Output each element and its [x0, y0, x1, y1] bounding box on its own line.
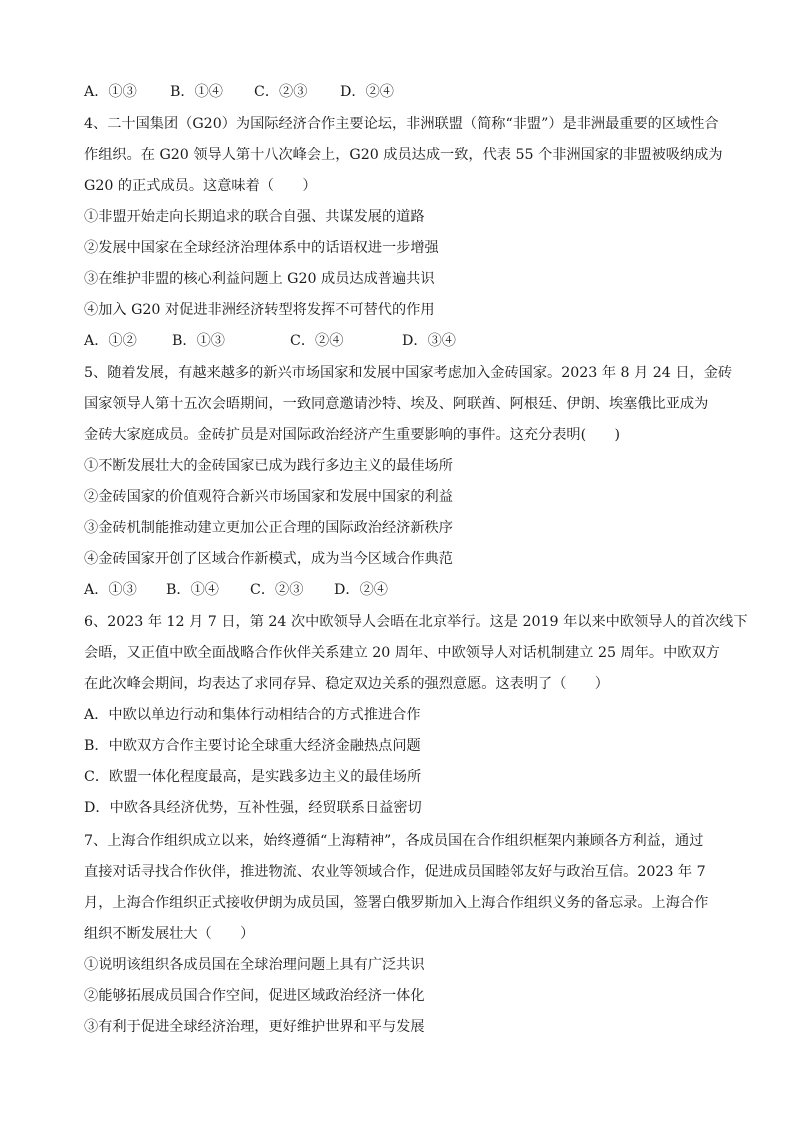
q7-statement-1: ①说明该组织各成员国在全球治理问题上具有广泛共识 — [84, 957, 425, 973]
q6-stem-line-2: 会晤，又正值中欧全面战略合作伙伴关系建立 20 周年、中欧领导人对话机制建立 25 周年。中欧双方 — [84, 645, 720, 661]
q5-stem-line-3: 金砖大家庭成员。金砖扩员是对国际政治经济产生重要影响的事件。这充分表明( ) — [84, 427, 621, 443]
q4-statement-4: ④加入 G20 对促进非洲经济转型将发挥不可替代的作用 — [84, 302, 435, 318]
q6-choice-c[interactable]: C．欧盟一体化程度最高，是实践多边主义的最佳场所 — [84, 769, 422, 785]
q7-statement-3: ③有利于促进全球经济治理，更好维护世界和平与发展 — [84, 1019, 425, 1035]
q6-choice-d[interactable]: D．中欧各具经济优势，互补性强，经贸联系日益密切 — [84, 800, 422, 816]
q3-option-b[interactable]: B．①④ — [170, 84, 223, 100]
q7-stem-line-1: 7、上海合作组织成立以来，始终遵循“上海精神”，各成员国在合作组织框架内兼顾各方利益，通过 — [84, 833, 704, 849]
q4-option-a[interactable]: A．①② — [84, 333, 137, 349]
q4-statement-2: ②发展中国家在全球经济治理体系中的话语权进一步增强 — [84, 240, 439, 256]
q4-statement-3: ③在维护非盟的核心利益问题上 G20 成员达成普遍共识 — [84, 271, 435, 287]
q5-statement-3: ③金砖机制能推动建立更加公正合理的国际政治经济新秩序 — [84, 520, 453, 536]
q3-option-c[interactable]: C．②③ — [254, 84, 308, 100]
q5-option-d[interactable]: D．②④ — [334, 582, 388, 598]
q6-choice-a[interactable]: A．中欧以单边行动和集体行动相结合的方式推进合作 — [84, 707, 421, 723]
q5-option-c[interactable]: C．②③ — [250, 582, 304, 598]
q7-stem-line-3: 月，上海合作组织正式接收伊朗为成员国，签署白俄罗斯加入上海合作组织义务的备忘录。上海合作 — [84, 895, 709, 911]
q7-stem-line-4: 组织不断发展壮大（ ） — [84, 926, 255, 942]
q5-option-b[interactable]: B．①④ — [166, 582, 219, 598]
q4-option-c[interactable]: C．②④ — [290, 333, 344, 349]
q5-statement-4: ④金砖国家开创了区域合作新模式，成为当今区域合作典范 — [84, 551, 453, 567]
q4-option-d[interactable]: D．③④ — [402, 333, 456, 349]
q6-stem-line-1: 6、2023 年 12 月 7 日，第 24 次中欧领导人会晤在北京举行。这是 2019 年以来中欧领导人的首次线下 — [84, 614, 748, 630]
q5-stem-line-2: 国家领导人第十五次会晤期间，一致同意邀请沙特、埃及、阿联酋、阿根廷、伊朗、埃塞俄比亚成为 — [84, 396, 709, 412]
q4-stem-line-3: G20 的正式成员。这意味着（ ） — [84, 178, 317, 194]
q5-stem-line-1: 5、随着发展，有越来越多的新兴市场国家和发展中国家考虑加入金砖国家。2023 年 8 月 24 日，金砖 — [84, 365, 733, 381]
q6-choice-b[interactable]: B．中欧双方合作主要讨论全球重大经济金融热点问题 — [84, 738, 421, 754]
q3-option-d[interactable]: D．②④ — [340, 84, 394, 100]
q5-statement-1: ①不断发展壮大的金砖国家已成为践行多边主义的最佳场所 — [84, 458, 453, 474]
q5-option-a[interactable]: A．①③ — [84, 582, 137, 598]
q4-stem-line-2: 作组织。在 G20 领导人第十八次峰会上，G20 成员达成一致，代表 55 个非洲国家的非盟被吸纳成为 — [84, 147, 723, 163]
q7-stem-line-2: 直接对话寻找合作伙伴，推进物流、农业等领域合作，促进成员国睦邻友好与政治互信。2023 年 7 — [84, 864, 706, 880]
q6-stem-line-3: 在此次峰会期间，均表达了求同存异、稳定双边关系的强烈意愿。这表明了（ ） — [84, 676, 609, 692]
q3-option-a[interactable]: A．①③ — [84, 84, 137, 100]
q4-stem-line-1: 4、二十国集团（G20）为国际经济合作主要论坛，非洲联盟（简称“非盟”）是非洲最重要的区域性合 — [84, 116, 719, 132]
q4-statement-1: ①非盟开始走向长期追求的联合自强、共谋发展的道路 — [84, 209, 425, 225]
q5-statement-2: ②金砖国家的价值观符合新兴市场国家和发展中国家的利益 — [84, 489, 453, 505]
q4-option-b[interactable]: B．①③ — [172, 333, 225, 349]
q7-statement-2: ②能够拓展成员国合作空间，促进区域政治经济一体化 — [84, 988, 425, 1004]
